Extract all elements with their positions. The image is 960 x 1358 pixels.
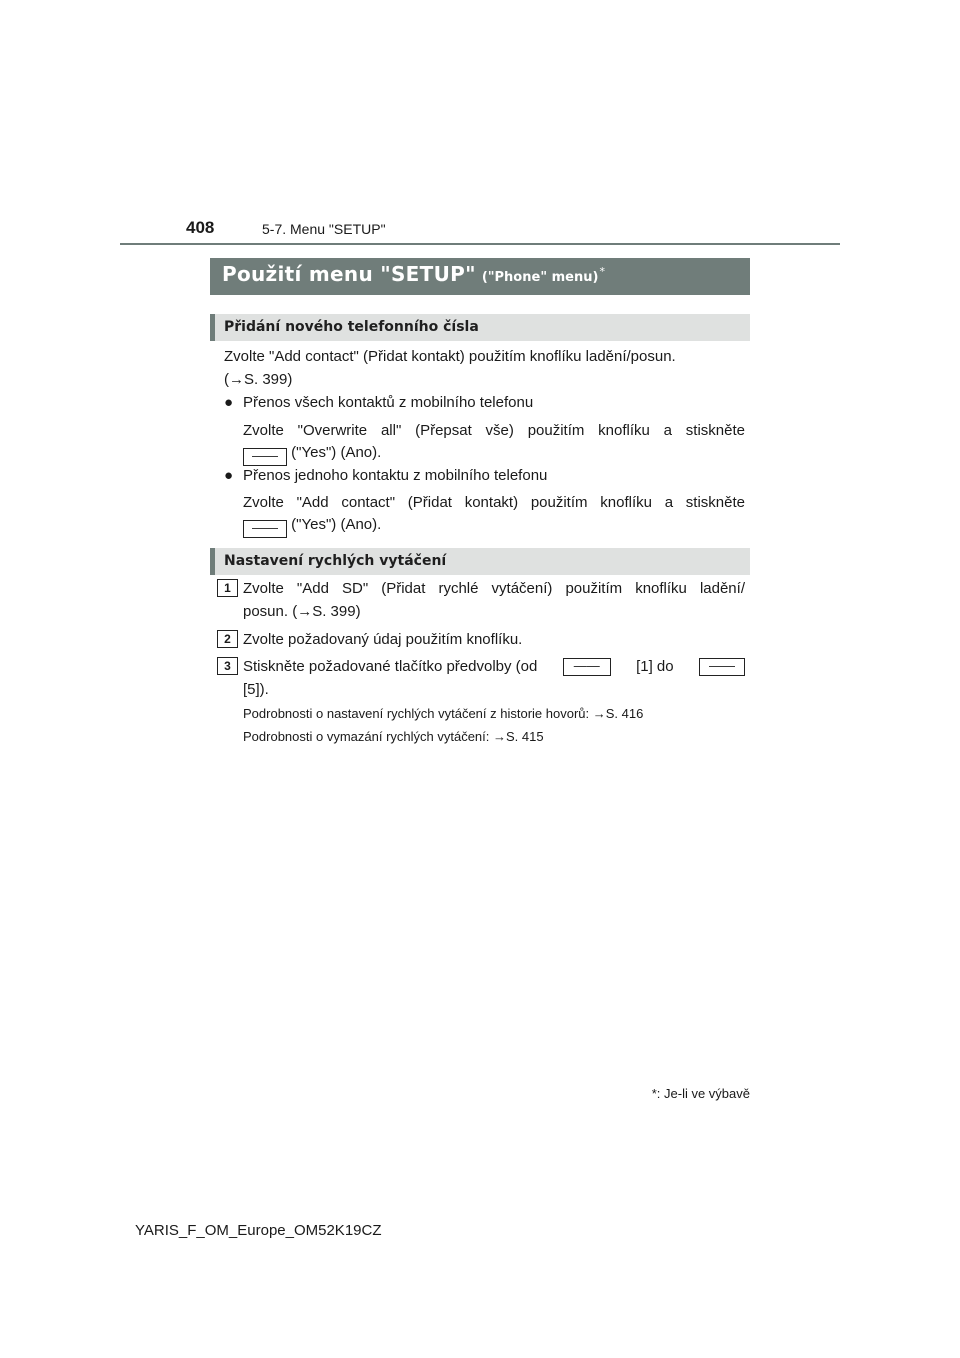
- page-number: 408: [186, 218, 215, 237]
- bullet-text-transfer-one-line-2: —— ("Yes") (Ano).: [243, 513, 381, 538]
- section-heading-speed-dial: Nastavení rychlých vytáčení: [210, 548, 750, 575]
- footnote: *: Je-li ve výbavě: [651, 1086, 750, 1101]
- page-title: Použití menu "SETUP": [222, 262, 476, 286]
- section-heading-add-number: Přidání nového telefonního čísla: [210, 314, 750, 341]
- page-title-bar: [210, 258, 750, 295]
- yes-button-icon: ——: [243, 448, 287, 466]
- page-subtitle: ("Phone" menu): [481, 270, 599, 285]
- section-reference: 5-7. Menu "SETUP": [262, 221, 386, 237]
- bullet-icon: ●: [224, 467, 234, 484]
- step-number-1: 1: [217, 579, 238, 597]
- add-number-intro-line-1: Zvolte "Add contact" (Přidat kontakt) použitím knoflíku ladění/posun.: [224, 348, 676, 365]
- bullet-text-transfer-one: Zvolte "Add contact" (Přidat kontakt) použitím knoflíku a stiskněte: [243, 494, 745, 511]
- step-3-text-line-2: [5]).: [243, 681, 269, 698]
- footnote-marker: *: [599, 264, 605, 278]
- document-id: YARIS_F_OM_Europe_OM52K19CZ: [135, 1222, 382, 1239]
- bullet-icon: ●: [224, 394, 234, 411]
- bullet-text-transfer-all: Zvolte "Overwrite all" (Přepsat vše) použitím knoflíku a stiskněte: [243, 422, 745, 439]
- bullet-text-transfer-all-line-2: —— ("Yes") (Ano).: [243, 441, 381, 466]
- step-1-text: Zvolte "Add SD" (Přidat rychlé vytáčení) použitím knoflíku ladění/: [243, 580, 745, 597]
- note-call-history: Podrobnosti o nastavení rychlých vytáčení z historie hovorů: →S. 416: [243, 706, 644, 721]
- step-3-text: Stiskněte požadované tlačítko předvolby (od —— [1] do ——: [243, 655, 745, 678]
- footnote-marker: *: [651, 1086, 657, 1101]
- yes-button-icon: ——: [243, 520, 287, 538]
- bullet-title-transfer-one: Přenos jednoho kontaktu z mobilního telefonu: [243, 467, 548, 484]
- add-number-intro-line-2: (→S. 399): [224, 371, 293, 388]
- step-number-2: 2: [217, 630, 238, 648]
- preset-button-icon: ——: [563, 658, 611, 676]
- note-delete-speed-dial: Podrobnosti o vymazání rychlých vytáčení: →S. 415: [243, 729, 544, 744]
- step-1-text-line-2: posun. (→S. 399): [243, 603, 361, 620]
- step-number-3: 3: [217, 657, 238, 675]
- bullet-title-transfer-all: Přenos všech kontaktů z mobilního telefonu: [243, 394, 534, 411]
- preset-button-icon: ——: [699, 658, 745, 676]
- step-2-text: Zvolte požadovaný údaj použitím knoflíku.: [243, 631, 523, 648]
- header-divider: [120, 243, 840, 245]
